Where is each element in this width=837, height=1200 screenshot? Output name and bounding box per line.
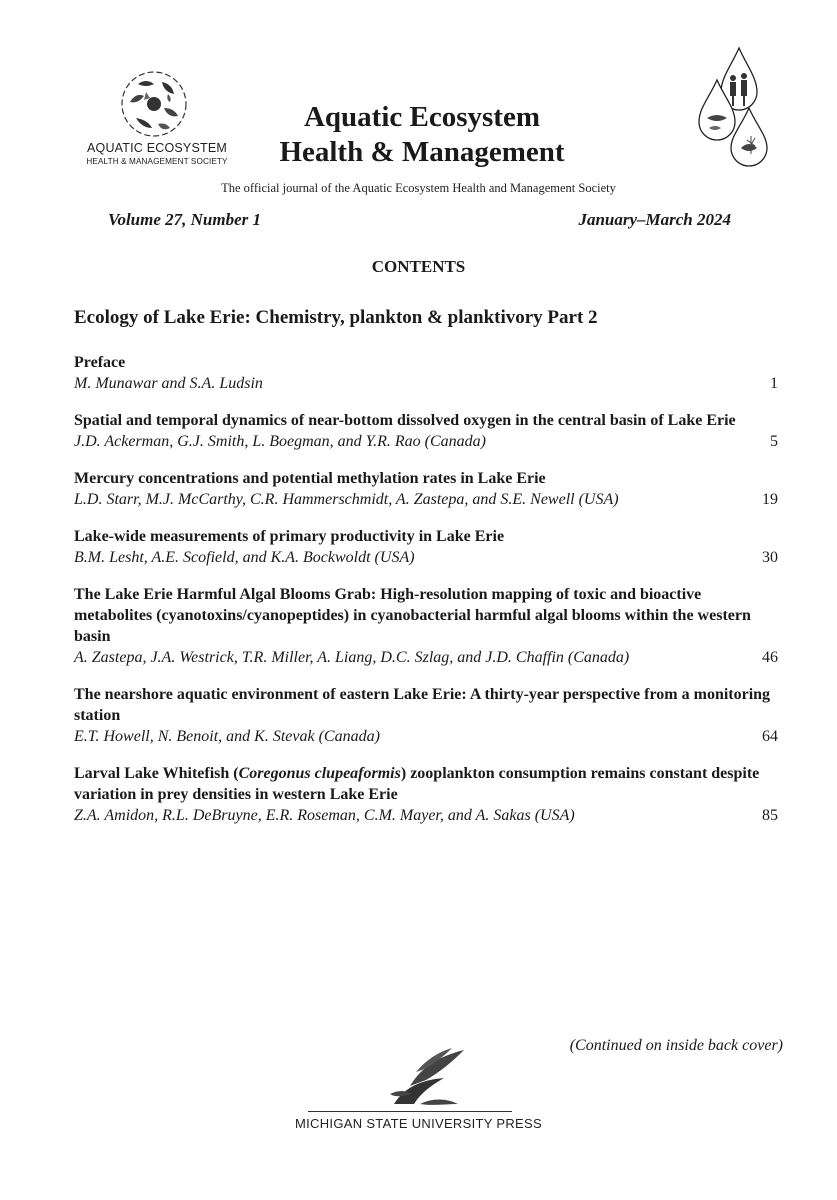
article-authors: L.D. Starr, M.J. McCarthy, C.R. Hammerschmidt, A. Zastepa, and S.E. Newell (USA) xyxy=(74,491,619,508)
publisher-name: MICHIGAN STATE UNIVERSITY PRESS xyxy=(295,1116,542,1131)
article-title[interactable]: Preface xyxy=(74,354,126,371)
article-title[interactable]: The nearshore aquatic environment of eastern Lake Erie: A thirty-year perspective from a monitoring station xyxy=(74,686,771,724)
article-authors: B.M. Lesht, A.E. Scofield, and K.A. Bockwoldt (USA) xyxy=(74,549,415,566)
article-title[interactable] xyxy=(74,763,774,805)
contents-heading: CONTENTS xyxy=(371,257,466,276)
volume-number: Volume 27, Number 1 xyxy=(108,210,262,229)
article-authors-row xyxy=(74,373,778,394)
article-authors-row xyxy=(74,805,778,826)
article-authors: J.D. Ackerman, G.J. Smith, L. Boegman, and Y.R. Rao (Canada) xyxy=(74,433,486,450)
society-name xyxy=(72,141,242,167)
toc-entry[interactable] xyxy=(74,468,778,510)
article-authors: M. Munawar and S.A. Ludsin xyxy=(74,375,263,392)
article-title[interactable]: Mercury concentrations and potential methylation rates in Lake Erie xyxy=(74,470,546,487)
table-of-contents xyxy=(74,352,778,842)
journal-title-line1: Aquatic Ecosystem xyxy=(303,101,540,133)
article-authors-row xyxy=(74,547,778,568)
article-title-part: Larval Lake Whitefish ( xyxy=(74,765,239,782)
msu-press-bird-logo-icon xyxy=(360,1044,480,1112)
official-journal-line: The official journal of the Aquatic Ecosystem Health and Management Society xyxy=(221,181,616,195)
article-page-number: 19 xyxy=(762,491,778,508)
article-page-number: 85 xyxy=(762,807,778,824)
article-authors: Z.A. Amidon, R.L. DeBruyne, E.R. Roseman, C.M. Mayer, and A. Sakas (USA) xyxy=(74,807,575,824)
toc-entry[interactable] xyxy=(74,684,778,747)
society-name-line2: HEALTH & MANAGEMENT SOCIETY xyxy=(86,157,228,166)
section-title: Ecology of Lake Erie: Chemistry, plankton & planktivory Part 2 xyxy=(74,307,598,328)
journal-title xyxy=(272,100,572,170)
toc-entry[interactable] xyxy=(74,410,778,452)
toc-entry[interactable] xyxy=(74,763,778,826)
toc-entry[interactable] xyxy=(74,584,778,668)
article-title[interactable]: Lake-wide measurements of primary productivity in Lake Erie xyxy=(74,528,505,545)
article-authors-row xyxy=(74,431,778,452)
publisher-rule xyxy=(308,1111,512,1112)
article-authors: A. Zastepa, J.A. Westrick, T.R. Miller, A. Liang, D.C. Szlag, and J.D. Chaffin (Canada) xyxy=(74,649,630,666)
article-page-number: 64 xyxy=(762,728,778,745)
article-page-number: 5 xyxy=(770,433,778,450)
journal-title-line2: Health & Management xyxy=(279,136,565,168)
society-name-line1: AQUATIC ECOSYSTEM xyxy=(87,141,227,155)
aehms-circular-logo-icon xyxy=(118,68,190,140)
water-drops-logo-icon xyxy=(695,44,775,170)
toc-entry[interactable] xyxy=(74,526,778,568)
toc-entry[interactable] xyxy=(74,352,778,394)
issue-date: January–March 2024 xyxy=(578,210,731,229)
article-page-number: 1 xyxy=(770,375,778,392)
article-authors-row xyxy=(74,489,778,510)
species-name: Coregonus clupeaformis xyxy=(238,765,401,782)
article-title[interactable]: Spatial and temporal dynamics of near-bottom dissolved oxygen in the central basin of Lake Erie xyxy=(74,412,736,429)
article-page-number: 30 xyxy=(762,549,778,566)
article-authors-row xyxy=(74,647,778,668)
article-authors-row xyxy=(74,726,778,747)
article-title[interactable]: The Lake Erie Harmful Algal Blooms Grab: High-resolution mapping of toxic and bioactive metabolites (cyanotoxins/cyanopeptides) in cyanobacterial harmful algal blooms within the western basin xyxy=(74,586,751,645)
article-page-number: 46 xyxy=(762,649,778,666)
article-title-part: ) zooplankton consumption remains constant despite variation in prey densities in western Lake Erie xyxy=(74,765,760,803)
continued-note: (Continued on inside back cover) xyxy=(569,1037,783,1054)
article-authors: E.T. Howell, N. Benoit, and K. Stevak (Canada) xyxy=(74,728,380,745)
